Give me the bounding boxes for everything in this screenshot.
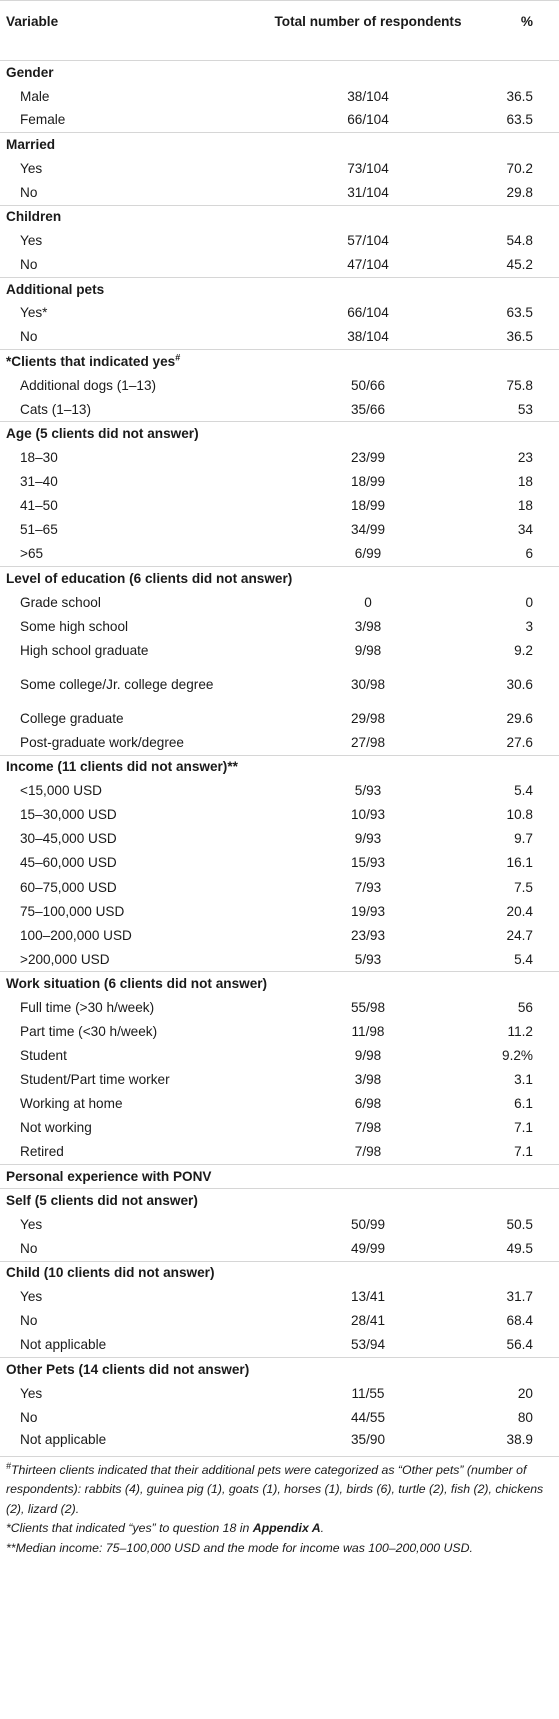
row-percent: 68.4 [506,1313,533,1329]
row-percent: 49.5 [506,1240,533,1256]
row-total: 29/98 [350,710,386,726]
group-label-cell [0,205,559,229]
row-percent: 36.5 [506,88,533,104]
row-label: High school graduate [20,642,149,658]
row-percent: 6.1 [514,1096,533,1112]
row-label: 60–75,000 USD [20,879,117,895]
row-label: Male [20,88,50,104]
group-label: Income (11 clients did not answer)** [6,759,238,775]
row-label: Not applicable [0,1430,268,1457]
row-percent: 75.8 [506,377,533,393]
row-total: 34/99 [350,522,386,538]
row-label: College graduate [20,710,124,726]
row-total: 6/99 [354,546,382,562]
group-label-cell [0,1189,559,1213]
row-label: No [20,1313,38,1329]
row-label: No [20,1240,38,1256]
row-total: 7/98 [354,1144,382,1160]
table-row [0,827,559,851]
row-percent: 50.5 [506,1216,533,1232]
header-row [0,1,559,61]
table-row [0,803,559,827]
row-label: Grade school [20,594,101,610]
row-label: >65 [20,546,44,562]
row-percent: 20 [517,1385,533,1401]
row-label: 31–40 [20,474,58,490]
row-label: Retired [20,1144,64,1160]
row-total: 35/90 [268,1430,468,1457]
table-row [0,1116,559,1140]
row-percent: 56 [517,1000,533,1016]
row-percent: 7.5 [514,879,533,895]
row-percent: 80 [517,1409,533,1425]
group-label: Personal experience with PONV [6,1168,212,1184]
row-total: 11/98 [351,1024,385,1040]
table-row [0,542,559,566]
row-total: 27/98 [350,734,386,750]
footnote-appendix-ref: Appendix A [252,1521,321,1536]
group-label-cell [0,1261,559,1285]
group-label-cell [0,566,559,590]
row-percent: 6 [525,546,533,562]
row-label: No [20,329,38,345]
row-percent: 18 [517,498,533,514]
table-row [0,1044,559,1068]
row-label: Part time (<30 h/week) [20,1024,158,1040]
row-total: 15/93 [350,855,386,871]
row-total: 7/98 [354,1120,382,1136]
table-row [0,663,559,707]
row-label: Yes [20,1385,43,1401]
row-total: 6/98 [354,1096,382,1112]
row-percent: 0 [525,594,533,610]
row-percent: 3 [525,618,533,634]
footnote-appendix [6,1519,555,1539]
table-row [0,1406,559,1430]
row-total: 13/41 [350,1289,386,1305]
row-label: Yes [20,160,43,176]
row-percent: 23 [517,450,533,466]
row-total: 0 [364,594,372,610]
group-label: Age (5 clients did not answer) [6,426,199,442]
row-total: 31/104 [347,184,389,200]
group-row [0,277,559,301]
group-label: Children [6,209,62,225]
row-label: Female [20,112,66,128]
table-row [0,1020,559,1044]
row-total: 9/93 [354,831,382,847]
row-label: 51–65 [20,522,58,538]
group-label: *Clients that indicated yes [6,353,176,369]
row-percent: 29.8 [506,184,533,200]
table-row [0,876,559,900]
row-total: 73/104 [347,160,389,176]
table-row [0,996,559,1020]
group-row [0,755,559,779]
group-label: Married [6,137,56,153]
table-row [0,494,559,518]
row-percent: 5.4 [514,783,533,799]
row-percent: 18 [517,474,533,490]
row-total: 3/98 [354,1072,382,1088]
row-percent: 10.8 [506,807,533,823]
row-percent: 36.5 [506,329,533,345]
group-row [0,1261,559,1285]
table-row [0,1068,559,1092]
group-label: Gender [6,64,54,80]
group-label: Other Pets (14 clients did not answer) [6,1361,250,1377]
table-row [0,1381,559,1405]
row-label: Additional dogs (1–13) [20,377,157,393]
row-total: 23/99 [350,450,386,466]
group-label-mark: # [175,352,181,363]
table-row [0,446,559,470]
table-header [0,1,559,61]
header-variable: Variable [0,1,268,61]
header-percent: % [468,1,559,61]
table-row [0,1285,559,1309]
group-label-cell [0,350,559,374]
row-total: 55/98 [350,1000,386,1016]
row-percent: 27.6 [506,734,533,750]
row-label: Some college/Jr. college degree [20,676,214,692]
row-total: 5/93 [354,951,382,967]
group-label-cell [0,277,559,301]
row-percent: 30.6 [506,676,533,692]
row-total: 9/98 [354,1048,382,1064]
group-label-cell [0,133,559,157]
row-percent: 24.7 [506,927,533,943]
row-percent: 7.1 [514,1144,533,1160]
group-row [0,1357,559,1381]
table-body [0,61,559,1457]
footnote-appendix-text: *Clients that indicated “yes” to question 18 in [6,1521,253,1536]
row-total: 44/55 [350,1409,386,1425]
row-percent: 29.6 [506,710,533,726]
row-label: Cats (1–13) [20,401,92,417]
row-total: 10/93 [350,807,386,823]
header-total: Total number of respondents [268,1,468,61]
row-label: No [20,184,38,200]
group-label: Self (5 clients did not answer) [6,1193,198,1209]
row-label: No [20,257,38,273]
row-total: 28/41 [350,1313,386,1329]
table-row [0,591,559,615]
table-row [0,518,559,542]
footnote-income: **Median income: 75–100,000 USD and the mode for income was 100–200,000 USD. [6,1541,473,1556]
footnote-pets [6,1461,555,1520]
row-percent: 54.8 [506,233,533,249]
table-row [0,900,559,924]
group-row [0,1189,559,1213]
row-label: 30–45,000 USD [20,831,117,847]
row-label: 45–60,000 USD [20,855,117,871]
footnote-pets-text: Thirteen clients indicated that their additional pets were categorized as “Other pets” (number of respondents): rabbits (4), guinea pig (1), goats (1), horses (1), birds (6), turtle (2), fish (2), chickens (2), lizard (2). [6,1462,544,1516]
table-row [0,181,559,205]
table-row [0,948,559,972]
row-total: 5/93 [354,783,382,799]
row-label: Post-graduate work/degree [20,734,184,750]
table-row [0,615,559,639]
row-total: 7/93 [354,879,382,895]
row-percent: 45.2 [506,257,533,273]
row-percent: 20.4 [506,903,533,919]
table-row [0,229,559,253]
row-total: 57/104 [347,233,389,249]
table-row [0,731,559,755]
table-row [0,851,559,875]
row-percent: 16.1 [506,855,533,871]
row-total: 38/104 [347,88,389,104]
row-total: 66/104 [347,112,389,128]
row-total: 30/98 [350,676,386,692]
row-percent: 56.4 [506,1337,533,1353]
row-total: 38/104 [347,329,389,345]
row-total: 18/99 [350,474,386,490]
footnote-appendix-end: . [320,1521,325,1536]
row-total: 11/55 [351,1385,385,1401]
row-total: 47/104 [347,257,389,273]
group-row [0,566,559,590]
table-row [0,109,559,133]
row-percent: 31.7 [506,1289,533,1305]
row-label: Yes [20,233,43,249]
table-row [0,639,559,663]
table-row [0,924,559,948]
table-row [0,1309,559,1333]
table-row [0,1092,559,1116]
row-total: 50/99 [350,1216,386,1232]
row-label: No [20,1409,38,1425]
table-row [0,253,559,277]
group-label: Work situation (6 clients did not answer) [6,976,268,992]
group-row [0,350,559,374]
row-label: Yes [20,1289,43,1305]
group-label-cell [0,755,559,779]
table-row [0,374,559,398]
table-row [0,85,559,109]
table-row [0,779,559,803]
row-label: 100–200,000 USD [20,927,132,943]
row-percent: 9.2 [514,642,533,658]
row-label: Working at home [20,1096,123,1112]
row-percent: 53 [517,401,533,417]
row-label: Not applicable [20,1337,107,1353]
footnotes [0,1457,559,1559]
row-label: Student/Part time worker [20,1072,170,1088]
row-percent: 63.5 [506,112,533,128]
row-label: 41–50 [20,498,58,514]
group-label: Child (10 clients did not answer) [6,1265,215,1281]
row-percent: 70.2 [506,160,533,176]
group-row [0,133,559,157]
row-percent: 9.7 [514,831,533,847]
group-label-cell [0,972,559,996]
row-label: 15–30,000 USD [20,807,117,823]
table-row [0,1430,559,1457]
footnote-pets-mark: # [6,1460,12,1471]
row-total: 18/99 [350,498,386,514]
row-label: Full time (>30 h/week) [20,1000,155,1016]
group-row [0,422,559,446]
table-row [0,398,559,422]
row-label: Not working [20,1120,92,1136]
group-label-cell [0,422,559,446]
group-label-cell [0,61,559,85]
row-percent: 7.1 [514,1120,533,1136]
table-row [0,326,559,350]
row-label: Student [20,1048,67,1064]
row-percent: 38.9 [468,1430,559,1457]
row-total: 9/98 [354,642,382,658]
table-row [0,1141,559,1165]
row-label: 75–100,000 USD [20,903,125,919]
row-percent: 63.5 [506,305,533,321]
row-total: 66/104 [347,305,389,321]
row-label: 18–30 [20,450,58,466]
row-total: 3/98 [354,618,382,634]
group-row [0,972,559,996]
row-total: 53/94 [350,1337,386,1353]
group-row [0,1165,559,1189]
row-total: 19/93 [350,903,386,919]
table-row [0,470,559,494]
group-row [0,205,559,229]
row-total: 50/66 [350,377,386,393]
row-total: 35/66 [350,401,386,417]
row-percent: 5.4 [514,951,533,967]
row-total: 49/99 [350,1240,386,1256]
row-label: Yes* [20,305,48,321]
table-row [0,1237,559,1261]
row-total: 23/93 [350,927,386,943]
row-label: >200,000 USD [20,951,110,967]
row-percent: 3.1 [514,1072,533,1088]
group-label: Additional pets [6,281,105,297]
row-label: <15,000 USD [20,783,102,799]
row-label: Yes [20,1216,43,1232]
group-label-cell [0,1357,559,1381]
group-row [0,61,559,85]
table-row [0,157,559,181]
row-percent: 11.2 [507,1024,533,1040]
row-label: Some high school [20,618,129,634]
table-row [0,301,559,325]
group-label-cell [0,1165,559,1189]
row-percent: 9.2% [502,1048,533,1064]
table-row [0,1333,559,1357]
table-row [0,707,559,731]
group-label: Level of education (6 clients did not answer) [6,570,293,586]
table-row [0,1213,559,1237]
row-percent: 34 [517,522,533,538]
